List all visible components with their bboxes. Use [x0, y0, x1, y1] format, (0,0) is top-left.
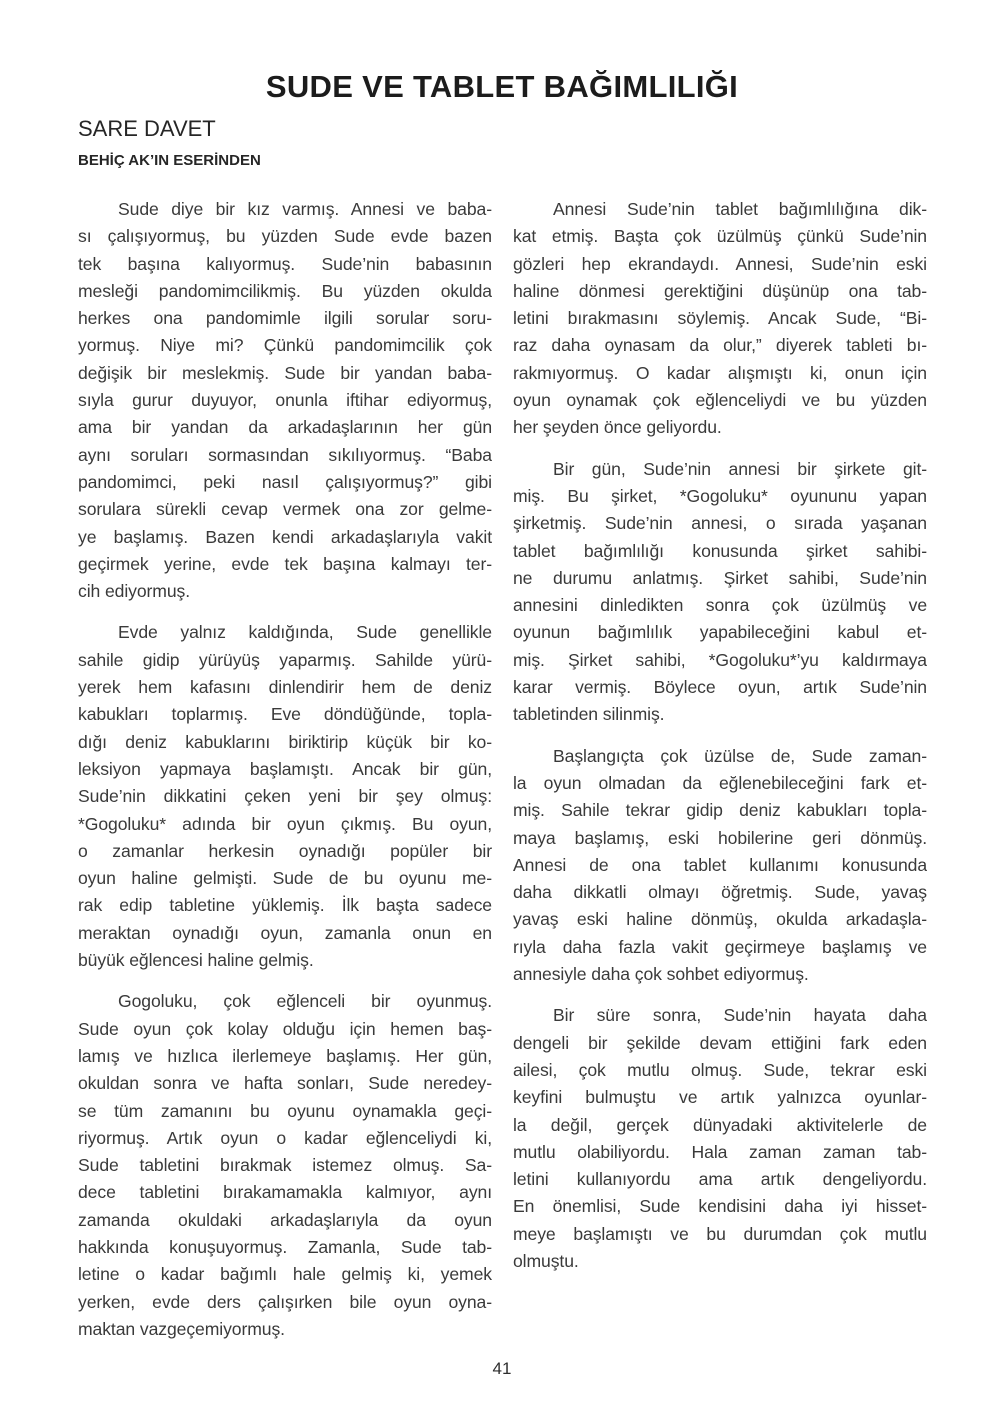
text-line: Bir süre sonra, Sude’nin hayata daha — [553, 1005, 927, 1026]
text-line: lamış ve hızlıca ilerlemeye başlamış. Her gün, — [78, 1045, 492, 1066]
text-line: ne durumu anlatmış. Şirket sahibi, Sude’nin — [513, 567, 927, 588]
text-line: keyfini bulmuştu ve artık yalnızca oyunlar- — [513, 1087, 927, 1108]
text-line: riyormuş. Artık oyun o kadar eğlenceliydi ki, — [78, 1127, 492, 1148]
text-line: letini kullanıyordu ama artık dengeliyordu. — [513, 1169, 927, 1190]
text-line: annesini dinledikten sonra çok üzülmüş ve — [513, 595, 927, 616]
left-column — [78, 196, 492, 1343]
source-note: BEHİÇ AK’IN ESERİNDEN — [78, 152, 261, 169]
text-line: Sude oyun çok kolay olduğu için hemen baş- — [78, 1018, 492, 1039]
text-line: rak edip tabletine yüklemiş. İlk başta sadece — [78, 895, 492, 916]
author-name: SARE DAVET — [78, 116, 216, 141]
text-line: her şeyden önce geliyordu. — [513, 417, 722, 438]
text-line: haline dönmesi gerektiğini düşünüp ona tab- — [513, 280, 927, 301]
text-line: ailesi, çok mutlu olmuş. Sude, tekrar eski — [513, 1059, 927, 1080]
text-line: kabukları toplarmış. Eve döndüğünde, topla- — [78, 704, 492, 725]
text-line: geçirmek yerine, evde tek başına kalmayı ter- — [78, 553, 492, 574]
text-line: karar vermiş. Böylece oyun, artık Sude’nin — [513, 677, 927, 698]
text-line: la değil, gerçek dünyadaki aktivitelerle de — [513, 1114, 927, 1135]
text-line: oyunun bağımlılık yapabileceğini kabul et- — [513, 622, 927, 643]
text-line: zamanda okuldaki arkadaşlarıyla da oyun — [78, 1209, 492, 1230]
text-line: Annesi Sude’nin tablet bağımlılığına dik- — [553, 199, 927, 219]
text-line: ama bir yandan da arkadaşlarının her gün — [78, 417, 492, 438]
text-line: annesiyle daha çok sohbet ediyormuş. — [513, 964, 809, 985]
text-line: büyük eğlencesi haline gelmiş. — [78, 950, 314, 971]
text-line: Annesi de ona tablet kullanımı konusunda — [513, 854, 927, 875]
text-line: se tüm zamanını bu oyunu oynamakla geçi- — [78, 1100, 492, 1121]
text-line: hakkında konuşuyormuş. Zamanla, Sude tab- — [78, 1236, 492, 1257]
text-line: sıyla gurur duyuyor, onunla iftihar ediyormuş, — [78, 390, 492, 411]
text-line: tek başına kalıyormuş. Sude’nin babasının — [78, 253, 492, 274]
text-line: meye başlamıştı ve bu durumdan çok mutlu — [513, 1223, 927, 1244]
text-line: En önemlisi, Sude kendisini daha iyi hisset- — [513, 1196, 927, 1217]
text-line: şirketmiş. Sude’nin annesi, o sırada yaşanan — [513, 513, 927, 534]
text-line: mutlu olabiliyordu. Hala zaman zaman tab- — [513, 1141, 927, 1162]
article-body — [78, 196, 930, 1343]
text-line: herkes ona pandomimle ilgili sorular soru- — [78, 308, 492, 329]
paragraph — [78, 196, 492, 605]
text-line: daha dikkatli olmayı öğretmiş. Sude, yavaş — [513, 882, 927, 903]
text-line: Evde yalnız kaldığında, Sude genellikle — [118, 622, 492, 643]
paragraph — [513, 743, 927, 989]
paragraph — [513, 196, 927, 442]
paragraph — [78, 619, 492, 974]
text-line: miş. Bu şirket, *Gogoluku* oyununu yapan — [513, 485, 927, 506]
text-line: rakmıyormuş. O kadar alışmıştı ki, onun için — [513, 362, 927, 383]
text-line: okuldan sonra ve hafta sonları, Sude neredey- — [78, 1073, 492, 1094]
text-line: Bir gün, Sude’nin annesi bir şirkete git- — [553, 458, 927, 479]
paragraph — [78, 988, 492, 1343]
text-line: miş. Sahile tekrar gidip deniz kabukları topla- — [513, 800, 927, 821]
text-line: dengeli bir şekilde devam ettiğini fark eden — [513, 1032, 927, 1053]
text-line: yavaş eski haline dönmüş, okulda arkadaşla- — [513, 909, 927, 930]
text-line: sahile gidip yürüyüş yaparmış. Sahilde yürü- — [78, 649, 492, 670]
text-line: sorulara sürekli cevap vermek ona zor gelme- — [78, 499, 492, 520]
text-line: la oyun olmadan da eğlenebileceğini fark et- — [513, 772, 927, 793]
text-line: yormuş. Niye mi? Çünkü pandomimcilik çok — [78, 335, 492, 356]
text-line: değişik bir meslekmiş. Sude bir yandan baba- — [78, 362, 492, 383]
text-line: mesleği pandomimcilikmiş. Bu yüzden okulda — [78, 280, 492, 301]
text-line: kat etmiş. Başta çok üzülmüş çünkü Sude’nin — [513, 226, 927, 247]
text-line: pandomimci, peki nasıl çalışıyormuş?” gibi — [78, 471, 492, 492]
text-line: raz daha oynasam da olur,” diyerek tableti bı- — [513, 335, 927, 356]
text-line: o zamanlar herkesin oynadığı popüler bir — [78, 840, 492, 861]
text-line: oyun oynamak çok eğlenceliydi ve bu yüzden — [513, 390, 927, 411]
text-line: yerek hem kafasını dinlendirir hem de deniz — [78, 677, 492, 698]
text-line: Sude’nin dikkatini çeken yeni bir şey olmuş: — [78, 786, 492, 807]
text-line: aynı soruları sormasından sıkılıyormuş. “Baba — [78, 444, 492, 465]
text-line: Başlangıçta çok üzülse de, Sude zaman- — [553, 745, 927, 766]
text-line: meraktan oynadığı oyun, zamanla onun en — [78, 922, 492, 943]
page-number: 41 — [492, 1359, 512, 1378]
text-line: gözleri hep ekrandaydı. Annesi, Sude’nin eski — [513, 253, 927, 274]
text-line: Sude tabletini bırakmak istemez olmuş. Sa- — [78, 1155, 492, 1176]
text-line: olmuştu. — [513, 1250, 579, 1271]
text-line: leksiyon yapmaya başlamıştı. Ancak bir gün, — [78, 758, 492, 779]
text-line: ye başlamış. Bazen kendi arkadaşlarıyla vakit — [78, 526, 492, 547]
page-title: SUDE VE TABLET BAĞIMLILIĞI — [265, 69, 739, 104]
text-line: tabletinden silinmiş. — [513, 704, 665, 725]
paragraph — [513, 456, 927, 729]
text-line: oyun haline gelmişti. Sude de bu oyunu me- — [78, 868, 492, 889]
text-line: dece tabletini bırakamamakla kalmıyor, aynı — [78, 1182, 492, 1203]
text-line: *Gogoluku* adında bir oyun çıkmış. Bu oyun, — [78, 813, 492, 834]
text-line: letine o kadar bağımlı hale gelmiş ki, yemek — [78, 1264, 492, 1285]
text-line: Sude diye bir kız varmış. Annesi ve baba- — [118, 199, 492, 219]
text-line: sı çalışıyormuş, bu yüzden Sude evde bazen — [78, 226, 492, 247]
text-line: tablet bağımlılığı konusunda şirket sahibi- — [513, 540, 927, 561]
paragraph — [513, 1002, 927, 1275]
text-line: maya başlamış, eski hobilerine geri dönmüş. — [513, 827, 927, 848]
text-line: cih ediyormuş. — [78, 581, 191, 602]
text-line: dığı deniz kabuklarını biriktirip küçük bir ko- — [78, 731, 492, 752]
text-line: miş. Şirket sahibi, *Gogoluku*’yu kaldırmaya — [513, 649, 927, 670]
text-line: maktan vazgeçemiyormuş. — [78, 1318, 285, 1339]
right-column — [513, 196, 927, 1343]
text-line: Gogoluku, çok eğlenceli bir oyunmuş. — [118, 991, 492, 1012]
text-line: letini bırakmasını söylemiş. Ancak Sude, “Bi- — [513, 308, 927, 329]
text-line: yerken, evde ders çalışırken bile oyun oyna- — [78, 1291, 492, 1312]
text-line: rıyla daha fazla vakit geçirmeye başlamış ve — [513, 936, 927, 957]
